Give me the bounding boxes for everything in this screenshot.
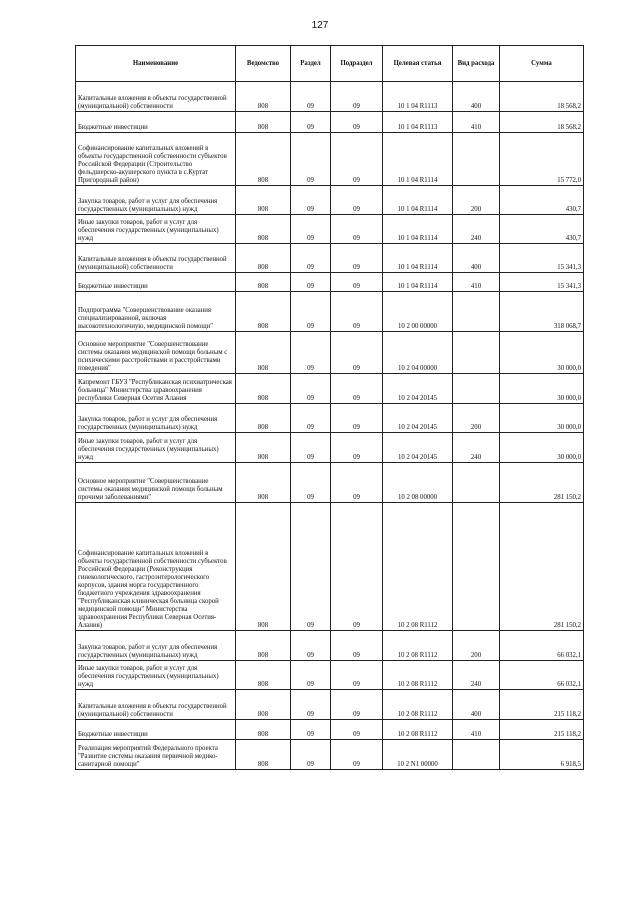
cell-ved: 808 <box>236 332 291 374</box>
header-razdel: Раздел <box>291 46 331 82</box>
cell-expense-type: 240 <box>453 215 500 244</box>
budget-table <box>75 45 584 770</box>
header-expense-type: Вид расхода <box>453 46 500 82</box>
table-row <box>76 186 584 215</box>
header-ved: Ведомство <box>236 46 291 82</box>
cell-expense-type <box>453 292 500 332</box>
cell-target-article: 10 2 00 00000 <box>383 292 453 332</box>
cell-sum: 281 150,2 <box>500 503 584 631</box>
cell-name: Иные закупки товаров, работ и услуг для обеспечения государственных (муниципальных) нужд <box>76 433 236 463</box>
cell-razdel: 09 <box>291 244 331 273</box>
cell-target-article: 10 1 04 R1114 <box>383 244 453 273</box>
cell-target-article: 10 2 08 R1112 <box>383 720 453 740</box>
cell-sum: 30 000,0 <box>500 374 584 404</box>
cell-razdel: 09 <box>291 503 331 631</box>
cell-sum: 66 032,1 <box>500 661 584 690</box>
cell-sum: 215 118,2 <box>500 720 584 740</box>
cell-expense-type: 400 <box>453 690 500 720</box>
cell-target-article: 10 1 04 R1114 <box>383 273 453 292</box>
cell-podrazdel: 09 <box>331 720 383 740</box>
cell-name: Закупка товаров, работ и услуг для обеспечения государственных (муниципальных) нужд <box>76 631 236 661</box>
cell-podrazdel: 09 <box>331 112 383 133</box>
cell-podrazdel: 09 <box>331 631 383 661</box>
cell-razdel: 09 <box>291 661 331 690</box>
cell-podrazdel: 09 <box>331 690 383 720</box>
cell-target-article: 10 1 04 R1113 <box>383 112 453 133</box>
table-row <box>76 332 584 374</box>
table-row <box>76 292 584 332</box>
cell-sum: 281 150,2 <box>500 463 584 503</box>
cell-target-article: 10 1 04 R1114 <box>383 133 453 186</box>
cell-ved: 808 <box>236 503 291 631</box>
cell-podrazdel: 09 <box>331 292 383 332</box>
cell-podrazdel: 09 <box>331 374 383 404</box>
cell-sum: 6 918,5 <box>500 740 584 770</box>
header-podrazdel: Подраздел <box>331 46 383 82</box>
cell-name: Основное мероприятие "Совершенствование системы оказания медицинской помощи больным с психическими расстройствами и расстройствами поведения" <box>76 332 236 374</box>
cell-razdel: 09 <box>291 631 331 661</box>
cell-name: Реализация мероприятий Федерального проекта "Развитие системы оказания первичной медико-санитарной помощи" <box>76 740 236 770</box>
cell-podrazdel: 09 <box>331 133 383 186</box>
cell-razdel: 09 <box>291 292 331 332</box>
cell-razdel: 09 <box>291 374 331 404</box>
cell-razdel: 09 <box>291 215 331 244</box>
cell-name: Капремонт ГБУЗ "Республиканская психиатрическая больница" Министерства здравоохранения республики Северная Осетия Алания <box>76 374 236 404</box>
cell-razdel: 09 <box>291 112 331 133</box>
cell-name: Иные закупки товаров, работ и услуг для обеспечения государственных (муниципальных) нужд <box>76 215 236 244</box>
cell-target-article: 10 2 08 00000 <box>383 463 453 503</box>
cell-razdel: 09 <box>291 133 331 186</box>
cell-razdel: 09 <box>291 690 331 720</box>
cell-expense-type: 400 <box>453 82 500 112</box>
cell-podrazdel: 09 <box>331 215 383 244</box>
cell-name: Софинансирование капитальных вложений в объекты государственной собственности субъектов Российской Федерации (Строительство фельдшерско-акушерского пункта в с.Куртат Пригородный район) <box>76 133 236 186</box>
header-name: Наименование <box>76 46 236 82</box>
cell-podrazdel: 09 <box>331 404 383 433</box>
cell-podrazdel: 09 <box>331 273 383 292</box>
table-row <box>76 433 584 463</box>
cell-target-article: 10 2 08 R1112 <box>383 661 453 690</box>
cell-expense-type <box>453 740 500 770</box>
table-row <box>76 720 584 740</box>
cell-sum: 30 000,0 <box>500 433 584 463</box>
cell-target-article: 10 2 N1 00000 <box>383 740 453 770</box>
cell-podrazdel: 09 <box>331 503 383 631</box>
cell-sum: 318 068,7 <box>500 292 584 332</box>
cell-sum: 15 341,3 <box>500 244 584 273</box>
table-row <box>76 503 584 631</box>
cell-name: Закупка товаров, работ и услуг для обеспечения государственных (муниципальных) нужд <box>76 404 236 433</box>
cell-target-article: 10 1 04 R1114 <box>383 215 453 244</box>
cell-expense-type: 200 <box>453 404 500 433</box>
cell-razdel: 09 <box>291 186 331 215</box>
cell-razdel: 09 <box>291 82 331 112</box>
cell-expense-type: 240 <box>453 433 500 463</box>
cell-sum: 215 118,2 <box>500 690 584 720</box>
cell-ved: 808 <box>236 433 291 463</box>
cell-sum: 18 568,2 <box>500 112 584 133</box>
cell-razdel: 09 <box>291 740 331 770</box>
cell-ved: 808 <box>236 631 291 661</box>
table-row <box>76 112 584 133</box>
page-number: 127 <box>311 20 329 31</box>
cell-ved: 808 <box>236 215 291 244</box>
cell-expense-type <box>453 463 500 503</box>
cell-name: Бюджетные инвестиции <box>76 720 236 740</box>
cell-ved: 808 <box>236 690 291 720</box>
cell-razdel: 09 <box>291 404 331 433</box>
cell-ved: 808 <box>236 740 291 770</box>
cell-ved: 808 <box>236 186 291 215</box>
cell-ved: 808 <box>236 112 291 133</box>
cell-expense-type: 200 <box>453 631 500 661</box>
cell-expense-type <box>453 374 500 404</box>
cell-podrazdel: 09 <box>331 463 383 503</box>
header-sum: Сумма <box>500 46 584 82</box>
cell-sum: 15 772,0 <box>500 133 584 186</box>
table-row <box>76 273 584 292</box>
cell-name: Софинансирование капитальных вложений в объекты государственной собственности субъектов Российской Федерации (Реконструкция гинекологического, гастроэнтерологического корпусов, здания морга государственного бюджетного учреждения здравоохранения "Республиканская клиническая больница скорой медицинской помощи" Министерства здравоохранения Республики Северная Осетия-Алания) <box>76 503 236 631</box>
cell-podrazdel: 09 <box>331 244 383 273</box>
cell-name: Закупка товаров, работ и услуг для обеспечения государственных (муниципальных) нужд <box>76 186 236 215</box>
cell-sum: 15 341,3 <box>500 273 584 292</box>
cell-ved: 808 <box>236 404 291 433</box>
cell-expense-type <box>453 133 500 186</box>
cell-expense-type: 410 <box>453 273 500 292</box>
table-row <box>76 133 584 186</box>
cell-ved: 808 <box>236 292 291 332</box>
cell-ved: 808 <box>236 374 291 404</box>
cell-podrazdel: 09 <box>331 433 383 463</box>
table-row <box>76 215 584 244</box>
cell-ved: 808 <box>236 133 291 186</box>
cell-expense-type: 410 <box>453 112 500 133</box>
cell-ved: 808 <box>236 720 291 740</box>
cell-razdel: 09 <box>291 332 331 374</box>
cell-expense-type <box>453 503 500 631</box>
cell-sum: 430,7 <box>500 215 584 244</box>
table-row <box>76 244 584 273</box>
cell-sum: 30 000,0 <box>500 404 584 433</box>
cell-ved: 808 <box>236 661 291 690</box>
cell-target-article: 10 2 04 00000 <box>383 332 453 374</box>
cell-target-article: 10 2 08 R1112 <box>383 690 453 720</box>
cell-name: Капитальные вложения в объекты государственной (муниципальной) собственности <box>76 690 236 720</box>
cell-name: Подпрограмма "Совершенствование оказания специализированной, включая высокотехнологичную, медицинской помощи" <box>76 292 236 332</box>
cell-sum: 66 032,1 <box>500 631 584 661</box>
cell-name: Капитальные вложения в объекты государственной (муниципальной) собственности <box>76 244 236 273</box>
cell-target-article: 10 2 04 20145 <box>383 433 453 463</box>
cell-sum: 430,7 <box>500 186 584 215</box>
cell-podrazdel: 09 <box>331 740 383 770</box>
cell-podrazdel: 09 <box>331 332 383 374</box>
cell-ved: 808 <box>236 244 291 273</box>
cell-expense-type: 400 <box>453 244 500 273</box>
cell-target-article: 10 2 08 R1112 <box>383 503 453 631</box>
cell-expense-type: 200 <box>453 186 500 215</box>
cell-razdel: 09 <box>291 433 331 463</box>
cell-podrazdel: 09 <box>331 82 383 112</box>
cell-target-article: 10 1 04 R1114 <box>383 186 453 215</box>
table-row <box>76 740 584 770</box>
table-row <box>76 631 584 661</box>
cell-expense-type: 240 <box>453 661 500 690</box>
table-row <box>76 82 584 112</box>
table-row <box>76 374 584 404</box>
cell-target-article: 10 1 04 R1113 <box>383 82 453 112</box>
header-target-article: Целевая статья <box>383 46 453 82</box>
cell-sum: 18 568,2 <box>500 82 584 112</box>
table-row <box>76 661 584 690</box>
cell-podrazdel: 09 <box>331 186 383 215</box>
cell-razdel: 09 <box>291 463 331 503</box>
cell-razdel: 09 <box>291 273 331 292</box>
cell-target-article: 10 2 04 20145 <box>383 374 453 404</box>
cell-name: Иные закупки товаров, работ и услуг для обеспечения государственных (муниципальных) нужд <box>76 661 236 690</box>
table-row <box>76 463 584 503</box>
cell-ved: 808 <box>236 463 291 503</box>
cell-podrazdel: 09 <box>331 661 383 690</box>
table-row <box>76 404 584 433</box>
cell-name: Основное мероприятие "Совершенствование системы оказания медицинской помощи больным прочими заболеваниями" <box>76 463 236 503</box>
cell-name: Бюджетные инвестиции <box>76 112 236 133</box>
cell-name: Капитальные вложения в объекты государственной (муниципальной) собственности <box>76 82 236 112</box>
cell-sum: 30 000,0 <box>500 332 584 374</box>
cell-ved: 808 <box>236 82 291 112</box>
cell-expense-type: 410 <box>453 720 500 740</box>
cell-ved: 808 <box>236 273 291 292</box>
cell-target-article: 10 2 08 R1112 <box>383 631 453 661</box>
table-header-row <box>76 46 584 82</box>
cell-razdel: 09 <box>291 720 331 740</box>
table-row <box>76 690 584 720</box>
cell-name: Бюджетные инвестиции <box>76 273 236 292</box>
cell-expense-type <box>453 332 500 374</box>
cell-target-article: 10 2 04 20145 <box>383 404 453 433</box>
